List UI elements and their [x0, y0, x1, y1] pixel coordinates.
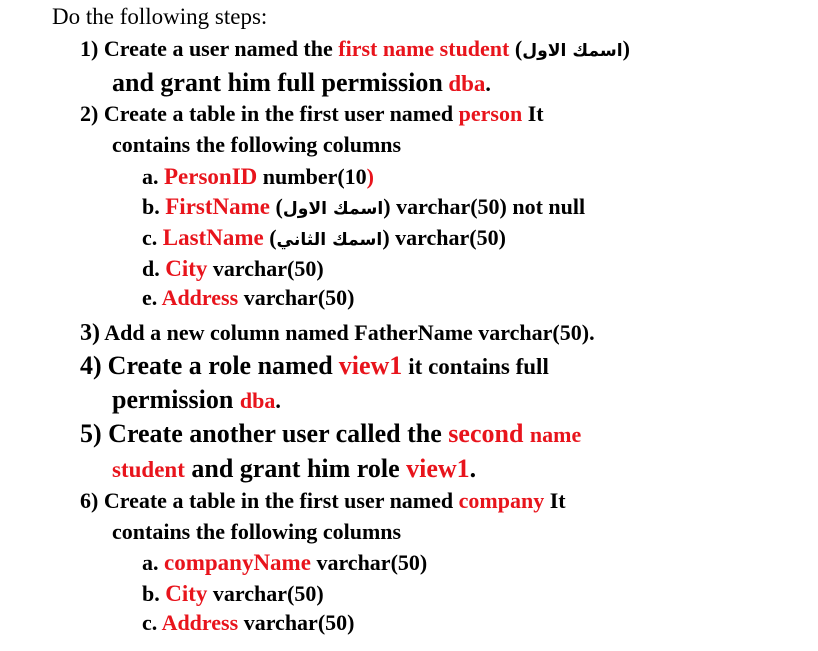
step-6-highlight-table: company: [458, 488, 545, 513]
step-5-highlight-name: name: [529, 422, 582, 447]
column-type: varchar(50): [316, 550, 428, 575]
step-1-line-2: [112, 70, 491, 96]
step-3-number: 3): [80, 320, 100, 346]
column-letter: a.: [142, 164, 159, 189]
column-name: Address: [161, 285, 239, 310]
column-name: LastName: [162, 225, 264, 250]
step-4-highlight-role: view1: [338, 351, 403, 380]
column-letter: a.: [142, 550, 159, 575]
step-6-text: Create a table in the first user named: [103, 488, 454, 513]
step-5-highlight-student: student: [112, 457, 185, 482]
step-5-number: 5): [80, 419, 102, 448]
step-4-line-1: [80, 353, 549, 379]
step-1-line-1: [80, 38, 630, 60]
step-5-grant: and grant him role: [191, 454, 400, 483]
step-2-column-d: [142, 257, 324, 280]
step-6-column-a: [142, 551, 427, 574]
column-letter: d.: [142, 256, 160, 281]
step-2-line-2: contains the following columns: [112, 132, 402, 157]
column-letter: c.: [142, 225, 158, 250]
column-type: varchar(50) not null: [396, 194, 586, 219]
step-1-end: .: [485, 71, 491, 96]
step-4-line-2: [112, 387, 281, 413]
column-close-paren: ): [366, 164, 374, 189]
step-4-text: Create a role named: [107, 351, 333, 380]
column-close-paren: ): [383, 194, 391, 219]
step-5-text: Create another user called the: [108, 419, 442, 448]
column-type: varchar(50): [395, 225, 506, 250]
column-close-paren: ): [382, 225, 390, 250]
step-1-open-paren: (: [514, 36, 523, 61]
step-2-column-b: [142, 195, 585, 218]
step-1-text: Create a user named the: [103, 36, 333, 61]
step-1-highlight-name: first name student: [338, 36, 510, 61]
step-4-highlight-dba: dba: [239, 388, 276, 413]
arabic-first-name: اسمك الاول: [282, 199, 384, 219]
column-type: varchar(50): [212, 256, 324, 281]
column-type: varchar(50): [212, 581, 324, 606]
step-4-permission: permission: [112, 385, 234, 414]
step-6-line-2: contains the following columns: [112, 519, 402, 544]
step-6-line-1: [80, 490, 566, 512]
step-5-highlight-view1: view1: [406, 454, 470, 483]
step-2-text: Create a table in the first user named: [103, 101, 454, 126]
arabic-first-name: اسمك الاول: [522, 41, 623, 61]
step-6-number: 6): [80, 488, 99, 513]
column-type: number(10: [262, 164, 367, 189]
step-1-highlight-dba: dba: [448, 71, 486, 96]
column-open-paren: (: [269, 225, 277, 250]
step-5-line-1: [80, 421, 581, 447]
column-letter: e.: [142, 285, 158, 310]
arabic-second-name: اسمك الثاني: [276, 230, 383, 250]
step-1-close-paren: ): [622, 36, 630, 61]
column-name: City: [165, 581, 208, 606]
column-type: varchar(50): [243, 610, 355, 635]
step-2-line-1: [80, 103, 544, 125]
step-2-column-c: [142, 226, 506, 249]
step-2-column-a: [142, 165, 374, 188]
column-name: City: [165, 256, 208, 281]
step-5-highlight-second: second: [448, 419, 524, 448]
column-name: FirstName: [165, 194, 270, 219]
step-5-end: .: [469, 454, 477, 483]
column-letter: b.: [142, 581, 160, 606]
step-2-column-e: [142, 287, 354, 309]
step-4-contains: it contains full: [408, 354, 549, 379]
step-1-grant-text: and grant him full permission: [112, 68, 443, 97]
step-6-it: It: [549, 488, 566, 513]
page-heading: Do the following steps:: [52, 4, 268, 29]
column-type: varchar(50): [243, 285, 355, 310]
step-4-number: 4): [80, 351, 102, 380]
step-6-column-b: [142, 582, 324, 605]
step-4-end: .: [275, 388, 281, 413]
column-letter: b.: [142, 194, 160, 219]
step-6-column-c: [142, 612, 354, 634]
column-open-paren: (: [275, 194, 283, 219]
column-name: companyName: [164, 550, 311, 575]
column-name: Address: [161, 610, 239, 635]
step-5-line-2: [112, 456, 476, 482]
column-name: PersonID: [164, 164, 258, 189]
step-2-number: 2): [80, 101, 99, 126]
step-3-text: Add a new column named FatherName varchar(50).: [104, 320, 595, 345]
step-2-highlight-table: person: [458, 101, 523, 126]
step-3-line: [80, 321, 595, 345]
step-1-number: 1): [80, 36, 99, 61]
column-letter: c.: [142, 610, 158, 635]
step-2-it: It: [527, 101, 544, 126]
